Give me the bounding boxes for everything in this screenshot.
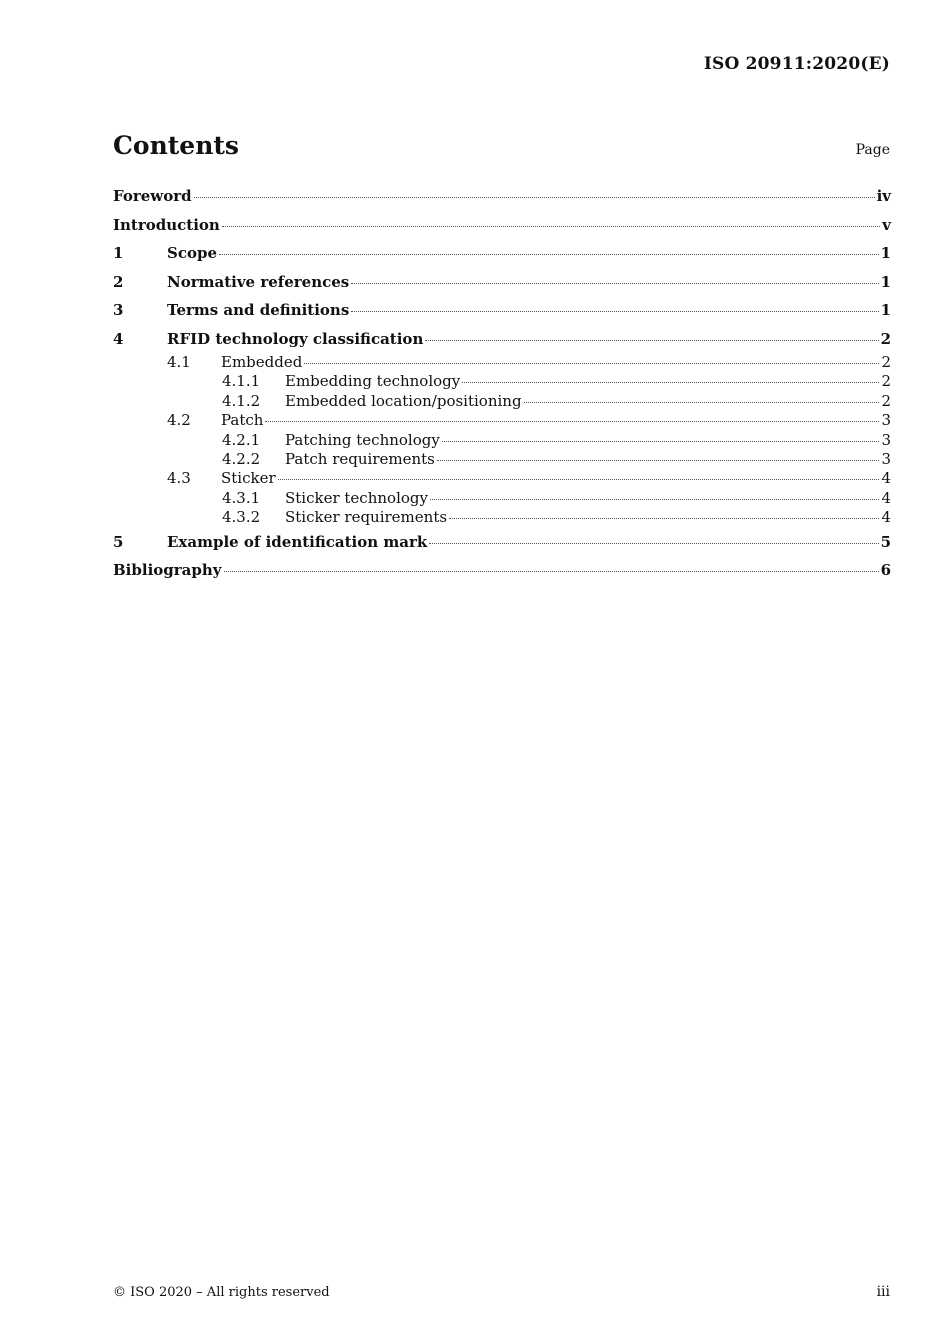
toc-entry-number: 3 [113, 301, 124, 319]
dot-leader [222, 226, 880, 227]
toc-entry-number: 2 [113, 272, 124, 291]
dot-leader [462, 382, 879, 383]
toc-entry-title: Embedded [221, 353, 303, 371]
toc-entry-number: 4.3.2 [222, 508, 261, 527]
dot-leader [524, 402, 880, 403]
toc-entry-page: 1 [880, 272, 891, 291]
dot-leader [224, 571, 879, 572]
dot-leader [194, 197, 875, 198]
toc-entry[interactable] [113, 556, 891, 585]
dot-leader [429, 543, 878, 544]
toc-entry-title: Normative references [167, 272, 350, 291]
toc-entry-title: Patching technology [285, 430, 440, 449]
toc-entry-title: Scope [167, 244, 218, 262]
toc-entry[interactable] [113, 508, 891, 527]
toc-entry-title: Patch [221, 411, 264, 430]
toc-entry[interactable] [113, 239, 891, 268]
toc-entry-title: Patch requirements [285, 449, 435, 468]
toc-entry-title: Example of identification mark [167, 532, 428, 551]
dot-leader [449, 518, 879, 519]
footer-copyright: © ISO 2020 – All rights reserved [113, 1285, 330, 1300]
toc-entry-title: RFID technology classification [167, 329, 424, 348]
toc-entry-title: Foreword [113, 187, 192, 205]
toc-entry-number: 4.2.2 [222, 449, 261, 468]
toc-entry-title: Introduction [113, 215, 220, 234]
dot-leader [265, 421, 879, 422]
toc-entry[interactable] [113, 392, 891, 411]
toc-entry-page: 3 [881, 449, 891, 468]
footer-page-number: iii [876, 1284, 890, 1300]
toc-entry-page: 2 [881, 391, 891, 410]
dot-leader [351, 311, 878, 312]
toc-entry-page: iv [876, 187, 891, 205]
toc-entry-page: 3 [881, 411, 891, 430]
toc-entry[interactable] [113, 411, 891, 430]
toc-entry[interactable] [113, 450, 891, 469]
toc-entry[interactable] [113, 469, 891, 488]
toc-entry-number: 4.3.1 [222, 488, 261, 507]
toc-entry-title: Embedded location/positioning [285, 391, 522, 410]
toc-entry-number: 4.1.2 [222, 391, 261, 410]
dot-leader [442, 441, 880, 442]
toc-entry-page: 2 [880, 329, 891, 348]
dot-leader [425, 340, 878, 341]
toc-entry[interactable] [113, 353, 891, 372]
toc-entry[interactable] [113, 211, 891, 240]
toc-entry-page: 2 [881, 372, 891, 391]
toc-entry-number: 4.2.1 [222, 430, 261, 449]
toc-entry-title: Sticker [221, 469, 276, 488]
toc-entry[interactable] [113, 528, 891, 557]
dot-leader [351, 283, 878, 284]
toc-entry-title: Terms and definitions [167, 301, 350, 319]
toc-entry-page: 4 [881, 469, 891, 488]
toc-entry-title: Embedding technology [285, 372, 461, 391]
toc-entry-title: Bibliography [113, 561, 222, 580]
dot-leader [278, 479, 880, 480]
toc-entry-page: 2 [881, 353, 891, 371]
toc-entry-number: 4.3 [167, 469, 191, 488]
toc-entry-number: 4.2 [167, 411, 191, 430]
contents-title: Contents [113, 131, 240, 160]
toc-entry[interactable] [113, 182, 891, 211]
toc-entry-number: 1 [113, 244, 124, 262]
toc-entry-page: 1 [880, 244, 891, 262]
toc-entry-page: 3 [881, 430, 891, 449]
toc-entry-page: 1 [880, 301, 891, 319]
toc-entry-page: 4 [881, 508, 891, 527]
toc-entry-page: 4 [881, 488, 891, 507]
toc-entry-number: 5 [113, 532, 124, 551]
toc-entry[interactable] [113, 296, 891, 325]
toc-entry-page: v [882, 215, 891, 234]
standard-id: ISO 20911:2020(E) [703, 54, 890, 74]
toc-entry[interactable] [113, 431, 891, 450]
table-of-contents [113, 182, 891, 585]
toc-entry[interactable] [113, 489, 891, 508]
toc-entry[interactable] [113, 372, 891, 391]
toc-entry-number: 4.1.1 [222, 372, 261, 391]
toc-entry-number: 4.1 [167, 353, 191, 371]
dot-leader [304, 363, 879, 364]
toc-entry-title: Sticker requirements [285, 508, 448, 527]
toc-entry-page: 6 [880, 561, 891, 580]
dot-leader [437, 460, 880, 461]
dot-leader [430, 499, 879, 500]
toc-entry-title: Sticker technology [285, 488, 428, 507]
toc-entry-number: 4 [113, 329, 124, 348]
toc-entry-page: 5 [880, 532, 891, 551]
toc-entry[interactable] [113, 268, 891, 297]
toc-entry[interactable] [113, 325, 891, 354]
page-column-label: Page [855, 142, 890, 158]
dot-leader [219, 254, 879, 255]
